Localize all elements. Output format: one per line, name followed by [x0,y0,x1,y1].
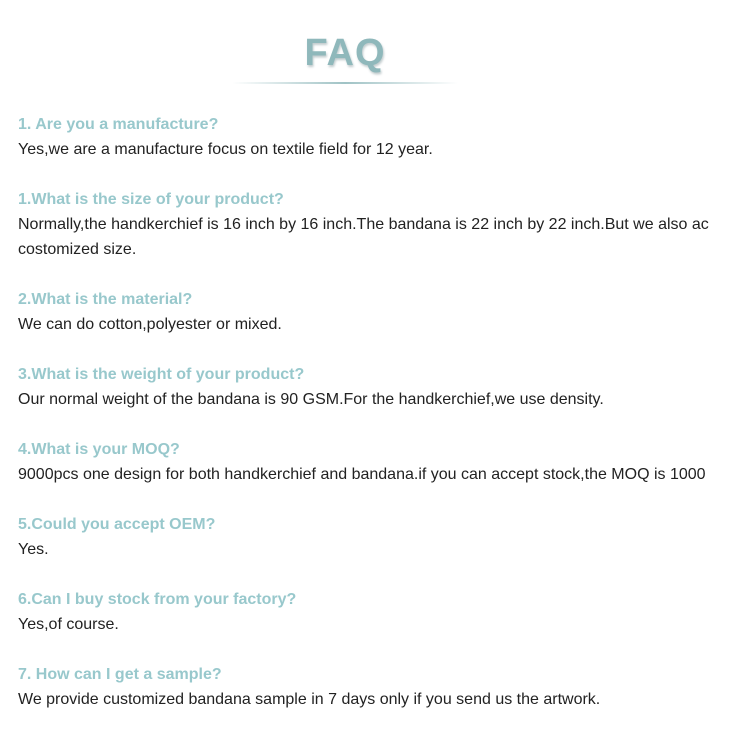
faq-answer: Yes,of course. [18,616,119,633]
faq-item-oem [18,513,750,588]
faq-question: 6.Can I buy stock from your factory? [18,591,297,608]
faq-item-size [18,188,750,288]
faq-item-moq [18,438,750,513]
faq-answer-continued: costomized size. [18,241,137,258]
faq-answer: We can do cotton,polyester or mixed. [18,316,282,333]
faq-item-stock [18,588,750,663]
faq-question: 2.What is the material? [18,291,193,308]
faq-answer: Yes,we are a manufacture focus on textile field for 12 year. [18,141,433,158]
faq-question: 4.What is your MOQ? [18,441,180,458]
faq-list [18,113,750,738]
faq-question: 7. How can I get a sample? [18,666,222,683]
faq-answer: Our normal weight of the bandana is 90 GSM.For the handkerchief,we use density. [18,391,604,408]
faq-item-material [18,288,750,363]
faq-item-manufacture [18,113,750,188]
faq-question: 1. Are you a manufacture? [18,116,219,133]
page-title: FAQ [304,32,386,74]
faq-answer: Normally,the handkerchief is 16 inch by 16 inch.The bandana is 22 inch by 22 inch.But we also ac [18,216,709,233]
faq-header [232,30,458,90]
faq-answer: 9000pcs one design for both handkerchief and bandana.if you can accept stock,the MOQ is 1000 [18,466,706,483]
faq-question: 3.What is the weight of your product? [18,366,305,383]
title-underline-divider [232,82,458,84]
faq-question: 1.What is the size of your product? [18,191,284,208]
faq-question: 5.Could you accept OEM? [18,516,216,533]
faq-item-sample [18,663,750,738]
faq-item-weight [18,363,750,438]
faq-answer: Yes. [18,541,49,558]
faq-answer: We provide customized bandana sample in 7 days only if you send us the artwork. [18,691,601,708]
